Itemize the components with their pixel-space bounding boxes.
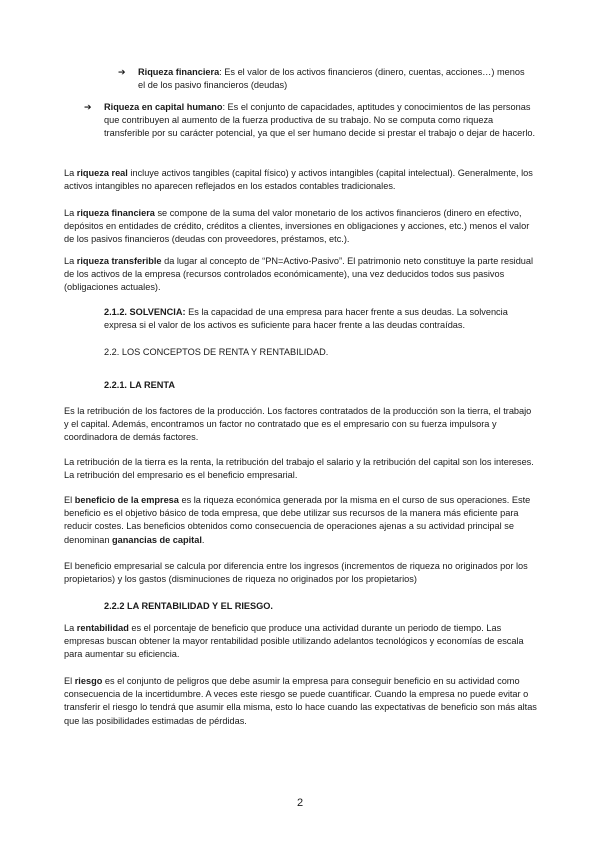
bold-term: ganancias de capital [112, 534, 202, 545]
text: La [64, 256, 77, 266]
bold-term: riqueza transferible [76, 256, 162, 266]
bullet-riqueza-financiera [138, 66, 533, 92]
paragraph-renta-2: La retribución de la tierra es la renta, la retribución del trabajo el salario y la retribución del capital son los intereses. La retribución del empresario es el beneficio empresarial. [64, 457, 534, 481]
paragraph-riqueza-financiera [64, 207, 538, 247]
bullet-text: : Es el valor de los activos financieros (dinero, cuentas, acciones…) menos el de los pasivo financieros (deudas) [138, 67, 525, 91]
bold-term: riesgo [74, 676, 103, 686]
bullet-title: Riqueza financiera [138, 67, 220, 77]
bold-term: beneficio de la empresa [74, 495, 179, 505]
paragraph-calculo-beneficio: El beneficio empresarial se calcula por diferencia entre los ingresos (incrementos de riqueza no originados por los propietarios) y los gastos (disminuciones de riqueza no originados por los propietarios) [64, 561, 528, 585]
bullet-riqueza-capital-humano [104, 101, 536, 141]
text: da lugar al concepto de “PN=Activo-Pasivo”. El patrimonio neto constituye la parte residual de los activos de la empresa (recursos controlados económicamente), una vez deducidos todos sus pasivos (obligaciones actuales). [64, 256, 534, 293]
text: El [64, 676, 75, 686]
paragraph-riesgo [64, 675, 538, 728]
text: es la riqueza económica generada por la misma en el curso de sus operaciones. Este beneficio es el objetivo básico de toda empresa, que debe utilizar sus recursos de la manera más eficiente para reducir costes. Las beneficios obtenidos como consecuencia de operaciones ajenas a su actividad principal se denominan [64, 495, 531, 545]
arrow-bullet-icon: ➔ [84, 102, 92, 112]
paragraph-riqueza-transferible [64, 255, 538, 295]
bold-term: rentabilidad [76, 623, 129, 633]
bold-term: riqueza financiera [76, 208, 155, 218]
text: El [64, 495, 75, 505]
bullet-text: : Es el conjunto de capacidades, aptitudes y conocimientos de las personas que contribuyen al aumento de la fuerza productiva de su trabajo. No se computa como riqueza transferible por su carácter potencial, ya que el ser humano decide si prestar el trabajo o dejar de hacerlo. [104, 102, 536, 139]
paragraph-beneficio [64, 494, 536, 547]
text: . [201, 534, 205, 545]
paragraph-solvencia [104, 306, 536, 332]
text: es el conjunto de peligros que debe asumir la empresa para conseguir beneficio en su actividad como consecuencia de la incertidumbre. A veces este riesgo se puede cuantificar. Cuando la empresa no puede evitar o transferir el riesgo lo tendrá que asumir ella misma, esto lo hace cuando las expectativas de beneficio son más altas que las posibilidades estimadas de pérdidas. [64, 676, 537, 726]
text: La [64, 208, 77, 218]
text: incluye activos tangibles (capital físico) y activos intangibles (capital intelectual). Generalmente, los activos intangibles no aparecen reflejados en los estados contables tradicionales. [64, 168, 533, 192]
paragraph-renta-1: Es la retribución de los factores de la producción. Los factores contratados de la producción son la tierra, el trabajo y el capital. Además, encontramos un factor no contratado que es el empresario con su fuerza impulsora y coordinadora de demás factores. [64, 406, 532, 443]
paragraph-rentabilidad [64, 622, 536, 662]
text: La [64, 168, 77, 178]
heading-2-2: 2.2. LOS CONCEPTOS DE RENTA Y RENTABILIDAD. [104, 347, 329, 357]
text: La [64, 623, 77, 633]
arrow-bullet-icon: ➔ [118, 67, 126, 77]
heading-2-2-2: 2.2.2 LA RENTABILIDAD Y EL RIESGO. [104, 601, 273, 611]
section-heading: 2.1.2. SOLVENCIA: [104, 307, 186, 317]
text: se compone de la suma del valor monetario de los activos financieros (dinero en efectivo, depósitos en entidades de crédito, créditos a clientes, inversiones en obligaciones y acciones, etc.) menos el valor de los pasivos financieros (deudas con proveedores, préstamos, etc.). [64, 208, 530, 245]
heading-2-2-1: 2.2.1. LA RENTA [104, 380, 175, 390]
text: es el porcentaje de beneficio que produce una actividad durante un periodo de tiempo. Las empresas buscan obtener la mayor rentabilidad posible utilizando adelantos tecnológicos y economías de escala para aumentar su eficiencia. [64, 623, 524, 660]
page-number: 2 [296, 797, 304, 809]
bold-term: riqueza real [76, 168, 128, 178]
paragraph-riqueza-real [64, 167, 534, 193]
bullet-title: Riqueza en capital humano [104, 102, 223, 112]
text: Es la capacidad de una empresa para hacer frente a sus deudas. La solvencia expresa si el valor de los activos es suficiente para hacer frente a las deudas contraídas. [104, 307, 508, 331]
